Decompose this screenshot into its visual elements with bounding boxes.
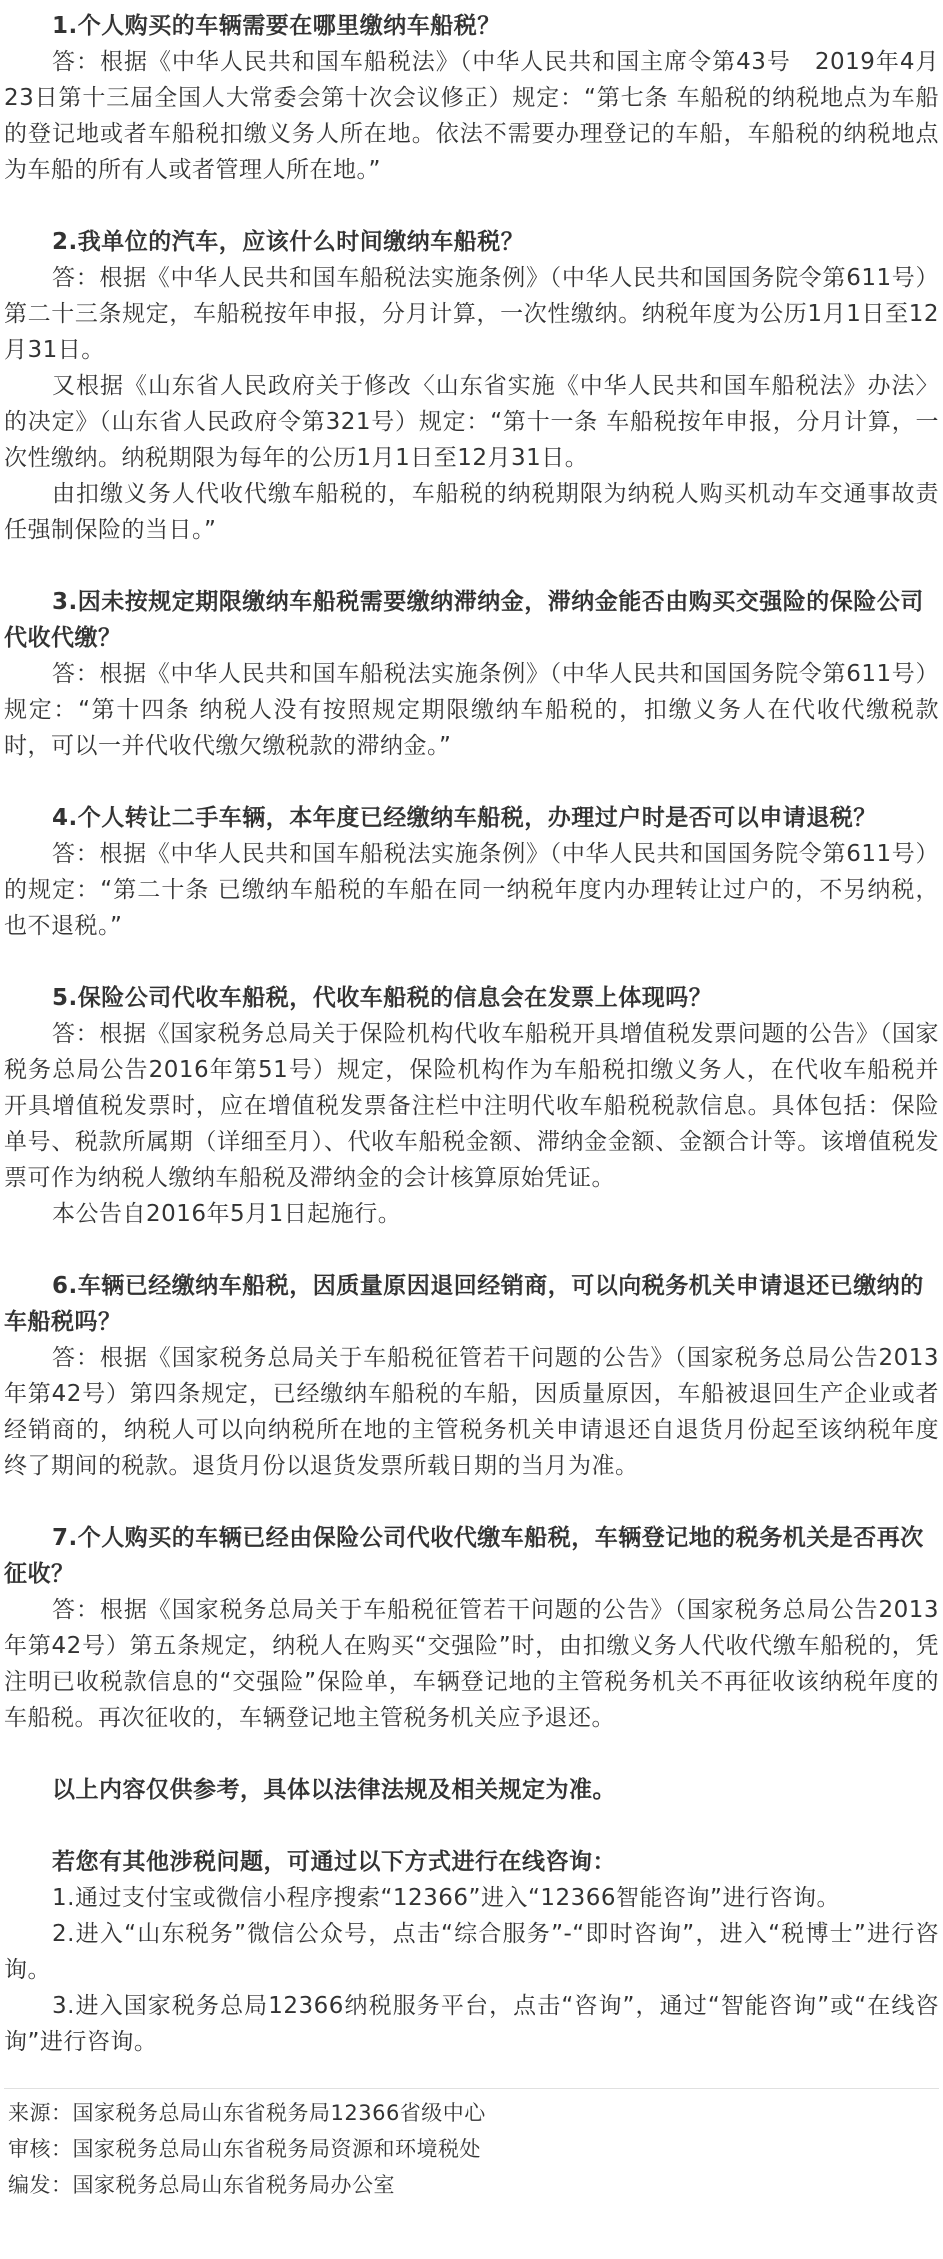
answer-7-para-1: 答：根据《国家税务总局关于车船税征管若干问题的公告》（国家税务总局公告2013年第42号）第五条规定，纳税人在购买“交强险”时，由扣缴义务人代收代缴车船税的，凭注明已收税款信息的“交强险”保险单，车辆登记地的主管税务机关不再征收该纳税年度的车船税。再次征收的，车辆登记地主管税务机关应予退还。 (4, 1597, 939, 1731)
consult-title: 若您有其他涉税问题，可通过以下方式进行在线咨询： (52, 1849, 616, 1875)
consult-item-3: 3.进入国家税务总局12366纳税服务平台，点击“咨询”，通过“智能咨询”或“在线咨询”进行咨询。 (4, 1993, 939, 2055)
qa-section-3 (4, 584, 939, 764)
footer-divider (4, 2088, 939, 2089)
question-4: 4.个人转让二手车辆，本年度已经缴纳车船税，办理过户时是否可以申请退税？ (52, 805, 877, 831)
editor-line: 编发：国家税务总局山东省税务局办公室 (8, 2173, 395, 2197)
answer-6-para-1: 答：根据《国家税务总局关于车船税征管若干问题的公告》（国家税务总局公告2013年第42号）第四条规定，已经缴纳车船税的车船，因质量原因，车船被退回生产企业或者经销商的，纳税人可以向纳税所在地的主管税务机关申请退还自退货月份起至该纳税年度终了期间的税款。退货月份以退货发票所载日期的当月为准。 (4, 1345, 939, 1479)
qa-section-7 (4, 1520, 939, 1736)
qa-section-5 (4, 980, 939, 1232)
question-3: 3.因未按规定期限缴纳车船税需要缴纳滞纳金，滞纳金能否由购买交强险的保险公司代收代缴？ (4, 589, 924, 651)
source-line: 来源：国家税务总局山东省税务局12366省级中心 (8, 2101, 486, 2125)
question-1: 1.个人购买的车辆需要在哪里缴纳车船税？ (52, 13, 501, 39)
review-line: 审核：国家税务总局山东省税务局资源和环境税处 (8, 2137, 481, 2161)
answer-1-para-1: 答：根据《中华人民共和国车船税法》（中华人民共和国主席令第43号 2019年4月23日第十三届全国人大常委会第十次会议修正）规定：“第七条 车船税的纳税地点为车船的登记地或者车船税扣缴义务人所在地。依法不需要办理登记的车船，车船税的纳税地点为车船的所有人或者管理人所在地。” (4, 49, 939, 183)
qa-section-4 (4, 800, 939, 944)
question-6: 6.车辆已经缴纳车船税，因质量原因退回经销商，可以向税务机关申请退还已缴纳的车船税吗？ (4, 1273, 924, 1335)
answer-2-para-1: 答：根据《中华人民共和国车船税法实施条例》（中华人民共和国国务院令第611号）第二十三条规定，车船税按年申报，分月计算，一次性缴纳。纳税年度为公历1月1日至12月31日。 (4, 265, 939, 363)
question-5: 5.保险公司代收车船税，代收车船税的信息会在发票上体现吗？ (52, 985, 713, 1011)
disclaimer-text: 以上内容仅供参考，具体以法律法规及相关规定为准。 (52, 1777, 616, 1803)
qa-section-2 (4, 224, 939, 548)
answer-5-para-1: 答：根据《国家税务总局关于保险机构代收车船税开具增值税发票问题的公告》（国家税务总局公告2016年第51号）规定，保险机构作为车船税扣缴义务人，在代收车船税并开具增值税发票时，应在增值税发票备注栏中注明代收车船税税款信息。具体包括：保险单号、税款所属期（详细至月）、代收车船税金额、滞纳金金额、金额合计等。该增值税发票可作为纳税人缴纳车船税及滞纳金的会计核算原始凭证。 (4, 1021, 939, 1191)
answer-3-para-1: 答：根据《中华人民共和国车船税法实施条例》（中华人民共和国国务院令第611号）规定：“第十四条 纳税人没有按照规定期限缴纳车船税的，扣缴义务人在代收代缴税款时，可以一并代收代缴欠缴税款的滞纳金。” (4, 661, 939, 759)
footer-meta (4, 2095, 939, 2203)
consult-block (4, 1844, 939, 2060)
answer-2-para-3: 由扣缴义务人代收代缴车船税的，车船税的纳税期限为纳税人购买机动车交通事故责任强制保险的当日。” (4, 481, 939, 543)
qa-section-1 (4, 8, 939, 188)
question-2: 2.我单位的汽车，应该什么时间缴纳车船税？ (52, 229, 525, 255)
answer-2-para-2: 又根据《山东省人民政府关于修改〈山东省实施《中华人民共和国车船税法》办法〉的决定》（山东省人民政府令第321号）规定：“第十一条 车船税按年申报，分月计算，一次性缴纳。纳税期限为每年的公历1月1日至12月31日。 (4, 373, 939, 471)
consult-item-1: 1.通过支付宝或微信小程序搜索“12366”进入“12366智能咨询”进行咨询。 (52, 1885, 840, 1911)
consult-item-2: 2.进入“山东税务”微信公众号，点击“综合服务”-“即时咨询”，进入“税博士”进行咨询。 (4, 1921, 939, 1983)
answer-5-para-2: 本公告自2016年5月1日起施行。 (52, 1201, 402, 1227)
question-7: 7.个人购买的车辆已经由保险公司代收代缴车船税，车辆登记地的税务机关是否再次征收？ (4, 1525, 924, 1587)
qa-section-6 (4, 1268, 939, 1484)
answer-4-para-1: 答：根据《中华人民共和国车船税法实施条例》（中华人民共和国国务院令第611号）的规定：“第二十条 已缴纳车船税的车船在同一纳税年度内办理转让过户的，不另纳税，也不退税。” (4, 841, 939, 939)
